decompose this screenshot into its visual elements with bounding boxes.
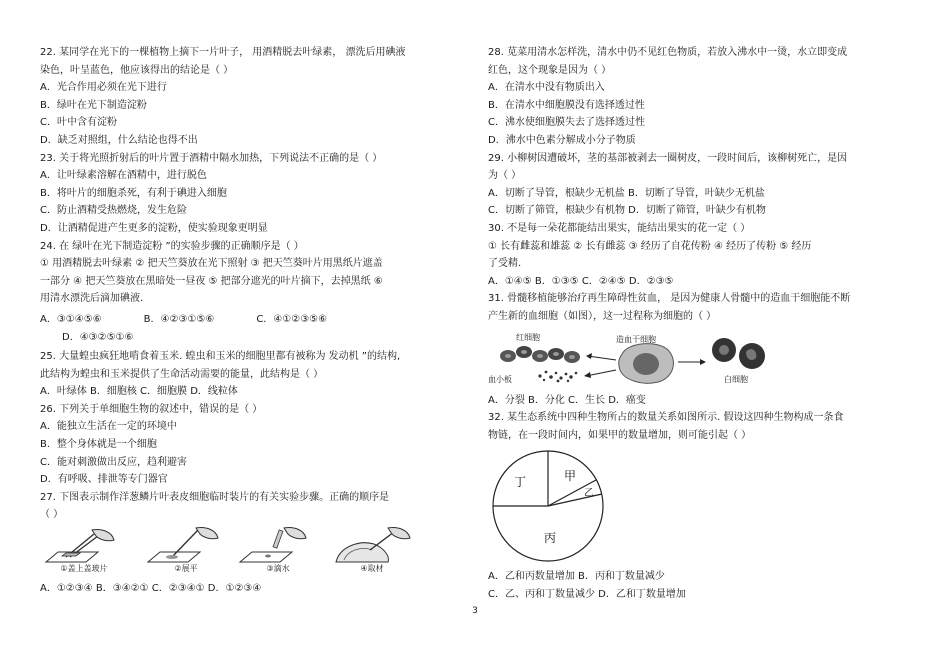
q22-stem-line1: 22. 某同学在光下的一棵植物上摘下一片叶子， 用酒精脱去叶绿素， 漂洗后用碘液 [40, 47, 406, 58]
step-caption: ③滴水 [266, 564, 290, 574]
q23-stem: 23. 关于将光照折射后的叶片置于酒精中隔水加热，下列说法不正确的是（ ） [40, 152, 383, 164]
q28-option-b: B．在清水中细胞膜没有选择透过性 [488, 99, 645, 111]
q25-options: A．叶绿体 B．细胞核 C．细胞膜 D．线粒体 [40, 386, 238, 398]
q29-options-cd: C．切断了筛管，根缺少有机物 D．切断了筛管，叶缺少有机物 [488, 205, 766, 217]
q28-option-c: C．沸水使细胞膜失去了选择透过性 [488, 117, 645, 129]
stem-cell-label: 造血干细胞 [616, 334, 656, 344]
step-caption: ④取材 [360, 564, 384, 574]
q26-stem: 26. 下列关于单细胞生物的叙述中，错误的是（ ） [40, 403, 263, 415]
stem-cell-icon [619, 343, 674, 383]
pie-label-bing: 丙 [544, 531, 557, 546]
step-take-material-figure [330, 526, 414, 578]
q28-stem-line1: 28. 苋菜用清水怎样洗，清水中仍不见红色物质，若放入沸水中一烫，水立即变成 [488, 47, 848, 58]
q23-option-d: D．让酒精促进产生更多的淀粉，使实验现象更明显 [40, 222, 268, 234]
q22-stem-line2: 染色，叶呈蓝色，他应该得出的结论是（ ） [40, 64, 234, 76]
q30-choices-line1: ① 长有雌蕊和雄蕊 ② 长有雌蕊 ③ 经历了自花传粉 ④ 经历了传粉 ⑤ 经历 [488, 240, 812, 252]
q27-options: A．①②③④ B．③④②① C．②③④① D．①②③④ [40, 583, 262, 595]
q26-option-d: D．有呼吸、排泄等专门器官 [40, 474, 168, 486]
page-number: 3 [472, 606, 478, 616]
q24-option-a: A．③①④⑤⑥ [40, 313, 102, 325]
q32-options-ab: A．乙和丙数量增加 B．丙和丁数量减少 [488, 571, 665, 583]
q29-stem-line1: 29. 小柳树因遭破坏，茎的基部被剥去一圈树皮，一段时间后，该柳树死亡，是因 [488, 152, 848, 164]
q28-stem-line2: 红色，这个现象是因为（ ） [488, 64, 612, 76]
left-column [40, 44, 458, 598]
q32-stem-line1: 32. 某生态系统中四种生物所占的数量关系如图所示. 假设这四种生物构成一条食 [488, 412, 844, 424]
q31-stem-line1: 31. 骨髓移植能够治疗再生障碍性贫血， 是因为健康人骨髓中的造血干细胞能不断 [488, 293, 851, 305]
q26-option-a: A．能独立生活在一定的环境中 [40, 421, 177, 433]
q22-option-d: D．缺乏对照组，什么结论也得不出 [40, 134, 198, 146]
red-blood-cells-icon [500, 346, 580, 363]
q28-option-a: A．在清水中没有物质出入 [488, 82, 605, 94]
q24-steps-line3: 用清水漂洗后滴加碘液. [40, 293, 144, 305]
q27-blank: （ ） [40, 509, 64, 521]
q25-stem-line2: 此结构为蝗虫和玉米提供了生命活动需要的能量，此结构是（ ） [40, 368, 324, 380]
step-drip-water-figure [236, 526, 320, 578]
q24-steps-line2: 一部分 ④ 把天竺葵放在黑暗处一昼夜 ⑤ 把部分遮光的叶片摘下，去掉黑纸 ⑥ [40, 275, 383, 287]
q32-options-cd: C．乙、丙和丁数量减少 D．乙和丁数量增加 [488, 588, 686, 600]
q24-option-c: C．④①②③⑤⑥ [256, 313, 328, 325]
q31-figure-blood-cells [488, 332, 908, 388]
q27-figure-slide-steps [40, 526, 458, 578]
blood-cell-differentiation-diagram [488, 332, 788, 388]
q24-stem: 24. 在 绿叶在光下制造淀粉 ”的实验步骤的正确顺序是（ ） [40, 240, 304, 252]
right-column [488, 44, 908, 603]
white-blood-cells-icon [712, 338, 765, 369]
q30-options: A．①④⑤ B．①③⑤ C．②④⑤ D．②③⑤ [488, 275, 674, 287]
q25-stem-line1: 25. 大量蝗虫疯狂地啃食着玉米. 蝗虫和玉米的细胞里都有被称为 发动机 ”的结构, [40, 351, 401, 363]
q26-option-c: C．能对刺激做出反应，趋利避害 [40, 456, 187, 468]
q26-option-b: B．整个身体就是一个细胞 [40, 439, 157, 451]
pie-label-ding: 丁 [514, 475, 527, 490]
q24-steps-line1: ① 用酒精脱去叶绿素 ② 把天竺葵放在光下照射 ③ 把天竺葵叶片用黑纸片遮盖 [40, 258, 383, 270]
q22-option-c: C．叶中含有淀粉 [40, 117, 117, 129]
q24-option-b: B．④②③①⑤⑥ [143, 313, 215, 325]
q23-option-c: C．防止酒精受热燃烧，发生危险 [40, 205, 187, 217]
q24-option-d: D．④③②⑤①⑥ [62, 331, 134, 343]
platelets-icon [538, 370, 577, 382]
q27-stem: 27. 下图表示制作洋葱鳞片叶表皮细胞临时装片的有关实验步骤。正确的顺序是 [40, 491, 390, 503]
q31-options: A．分裂 B．分化 C．生长 D．癌变 [488, 394, 646, 406]
q32-figure-pie [488, 446, 908, 566]
platelet-label: 血小板 [488, 374, 512, 384]
pie-label-yi: 乙 [584, 488, 594, 500]
q23-option-b: B．将叶片的细胞杀死，有利于碘进入细胞 [40, 187, 227, 199]
q30-stem: 30. 不是每一朵花都能结出果实，能结出果实的花一定（ ） [488, 222, 751, 234]
q23-option-a: A．让叶绿素溶解在酒精中，进行脱色 [40, 170, 207, 182]
q31-stem-line2: 产生新的血细胞（如图），这一过程称为细胞的（ ） [488, 310, 717, 322]
q28-option-d: D．沸水中色素分解成小分子物质 [488, 134, 636, 146]
q22-option-b: B．绿叶在光下制造淀粉 [40, 99, 147, 111]
q30-choices-line2: 了受精. [488, 258, 522, 270]
q29-options-ab: A．切断了导管，根缺少无机盐 B．切断了导管，叶缺少无机盐 [488, 187, 765, 199]
q24-options-abc [40, 311, 458, 329]
pie-label-jia: 甲 [564, 469, 577, 484]
rbc-label: 红细胞 [516, 332, 540, 342]
step-cover-slip-figure [42, 526, 126, 578]
q22-option-a: A．光合作用必须在光下进行 [40, 82, 167, 94]
wbc-label: 白细胞 [724, 374, 748, 384]
species-proportion-pie [488, 446, 628, 566]
q29-stem-line2: 为（ ） [488, 170, 522, 182]
q32-stem-line2: 物链，在一段时间内，如果甲的数量增加，则可能引起（ ） [488, 429, 752, 441]
step-caption: ①盖上盖玻片 [60, 564, 108, 574]
step-caption: ②展平 [174, 564, 198, 574]
step-flatten-figure [144, 526, 228, 578]
